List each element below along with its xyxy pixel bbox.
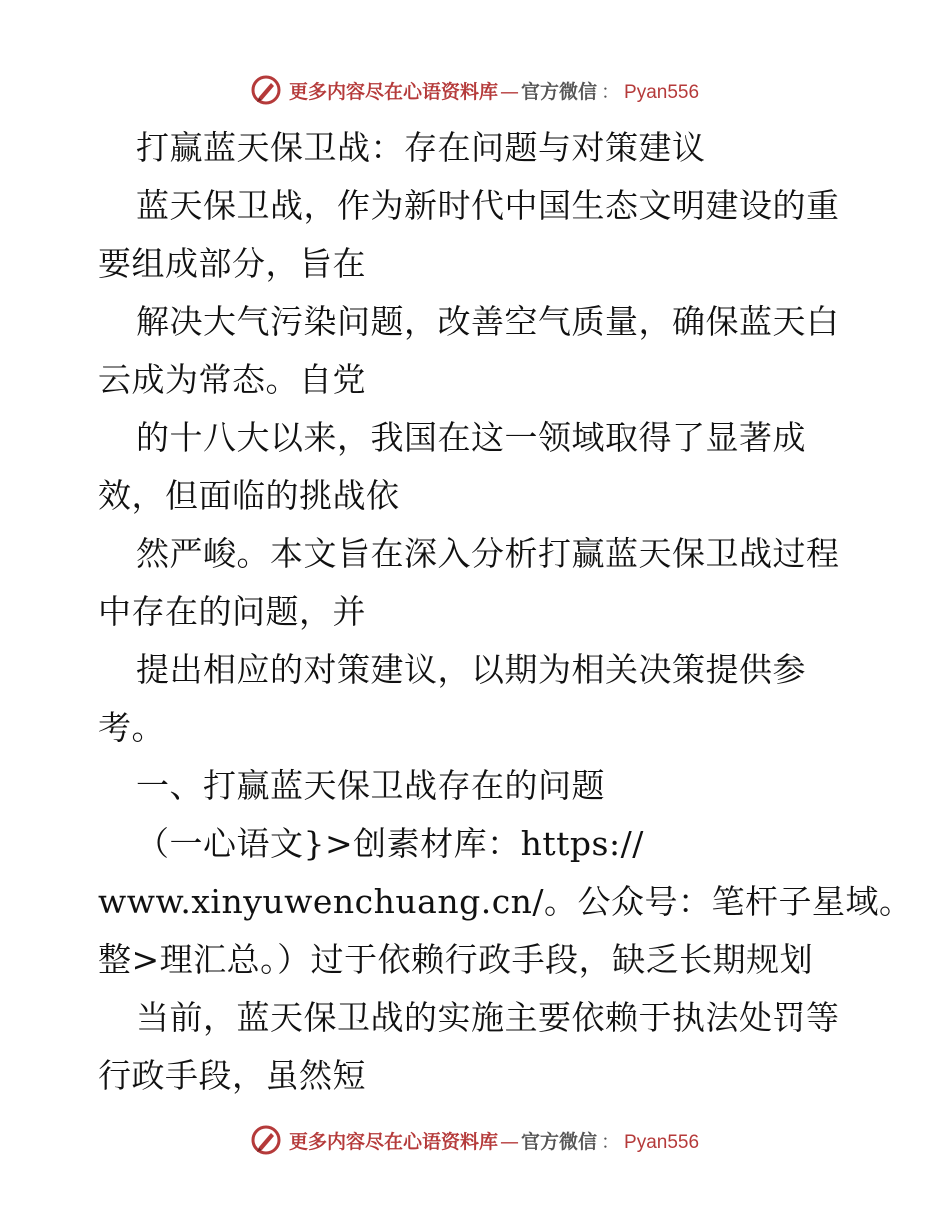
text-line: www.xinyuwenchuang.cn/。公众号：笔杆子星域。: [98, 882, 913, 921]
section-heading: 一、打赢蓝天保卫战存在的问题: [136, 766, 605, 805]
banner-site-text: 更多内容尽在心语资料库: [288, 80, 498, 103]
banner-colon: ：: [601, 80, 621, 103]
text-line: 效，但面临的挑战依: [98, 476, 400, 515]
text-line: 要组成部分，旨在: [98, 244, 366, 283]
banner-wechat-label: 官方微信: [520, 1130, 597, 1153]
footer-banner: [0, 1120, 950, 1160]
banner-dash: —: [499, 1130, 519, 1153]
text-line: 整>理汇总。）过于依赖行政手段，缺乏长期规划: [98, 940, 814, 979]
text-line: 解决大气污染问题，改善空气质量，确保蓝天白: [136, 302, 840, 341]
text-line: 蓝天保卫战，作为新时代中国生态文明建设的重: [136, 186, 840, 225]
banner-wechat-id: Pyan556: [624, 1131, 700, 1153]
text-line: 当前，蓝天保卫战的实施主要依赖于执法处罚等: [136, 998, 840, 1037]
banner-wechat-label: 官方微信: [520, 80, 597, 103]
banner-colon: ：: [601, 1130, 621, 1153]
banner-site-text: 更多内容尽在心语资料库: [288, 1130, 498, 1153]
text-line: 考。: [98, 708, 165, 747]
pen-logo-icon: [251, 1125, 281, 1155]
text-line: 然严峻。本文旨在深入分析打赢蓝天保卫战过程: [136, 534, 840, 573]
banner-dash: —: [499, 80, 519, 103]
text-line: 中存在的问题，并: [98, 592, 366, 631]
text-line: 的十八大以来，我国在这一领域取得了显著成: [136, 418, 806, 457]
pen-logo-icon: [251, 75, 281, 105]
text-line: 提出相应的对策建议，以期为相关决策提供参: [136, 650, 806, 689]
text-line: 云成为常态。自党: [98, 360, 366, 399]
document-title: 打赢蓝天保卫战：存在问题与对策建议: [136, 128, 706, 167]
text-line: （一心语文}>创素材库：https://: [136, 824, 644, 863]
text-line: 行政手段，虽然短: [98, 1056, 366, 1095]
banner-wechat-id: Pyan556: [624, 81, 700, 103]
header-banner: [0, 70, 950, 110]
